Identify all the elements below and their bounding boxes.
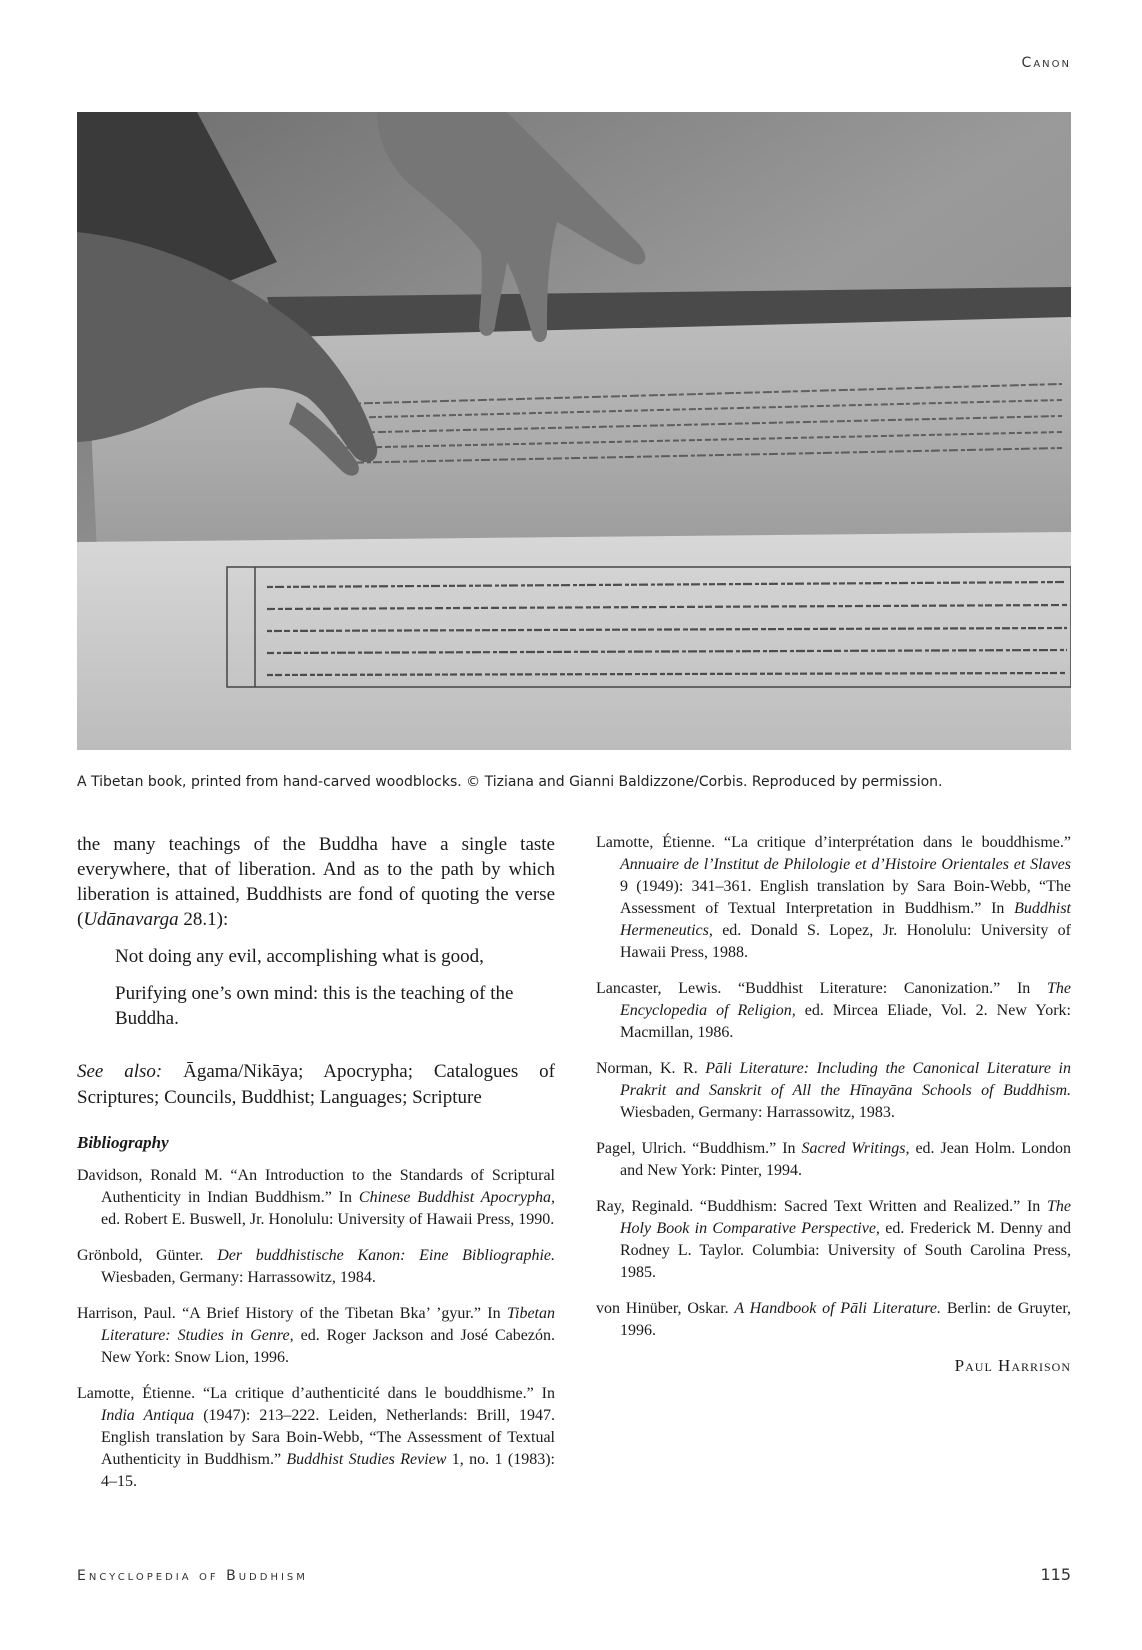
bibliography-entry: [77, 1245, 555, 1289]
left-column: [77, 832, 555, 1507]
entry-text: Davidson, Ronald M. “An Introduction to the Standards of Scriptural Authenticity in Indian Buddhism.” In: [77, 1167, 555, 1206]
entry-text: Wiesbaden, Germany: Harrassowitz, 1984.: [101, 1269, 376, 1286]
entry-title: India Antiqua: [101, 1407, 195, 1424]
entry-text: (1947): 213–222. Leiden, Netherlands: Brill, 1947. English translation by Sara Boin-Webb, “The Assessment of Textual Authenticity in Buddhism.”: [101, 1407, 555, 1468]
entry-text: 9 (1949): 341–361. English translation by Sara Boin-Webb, “The Assessment of Textual Interpretation in Buddhism.” In: [620, 878, 1071, 917]
entry-text: Pagel, Ulrich. “Buddhism.” In: [596, 1140, 802, 1157]
entry-text: 1, no. 1 (1983): 4–15.: [101, 1451, 555, 1490]
entry-text: Wiesbaden, Germany: Harrassowitz, 1983.: [620, 1104, 895, 1121]
right-column: [596, 832, 1071, 1376]
figure-caption: A Tibetan book, printed from hand-carved woodblocks. © Tiziana and Gianni Baldizzone/Corbis. Reproduced by permission.: [77, 774, 943, 790]
entry-text: ed. Donald S. Lopez, Jr. Honolulu: University of Hawaii Press, 1988.: [620, 922, 1071, 961]
paragraph-end: 28.1):: [178, 909, 229, 930]
entry-title: Buddhist Hermeneutics,: [620, 900, 1071, 939]
entry-text: ed. Mircea Eliade, Vol. 2. New York: Macmillan, 1986.: [620, 1002, 1071, 1041]
verse-line-1: Not doing any evil, accomplishing what is good,: [115, 946, 484, 967]
bibliography-entry: [77, 1303, 555, 1369]
entry-title: The Holy Book in Comparative Perspective,: [620, 1198, 1071, 1237]
bibliography-entry: [596, 1196, 1071, 1284]
tibetan-book-photo: [77, 112, 1071, 750]
entry-text: ed. Roger Jackson and José Cabezón. New York: Snow Lion, 1996.: [101, 1327, 555, 1366]
entry-text: ed. Frederick M. Denny and Rodney L. Taylor. Columbia: University of South Carolina Press, 1985.: [620, 1220, 1072, 1281]
bibliography-heading: Bibliography: [77, 1133, 169, 1152]
footer-publication: Encyclopedia of Buddhism: [77, 1568, 308, 1584]
bibliography-entry: [77, 1383, 555, 1493]
entry-title: A Handbook of Pāli Literature.: [734, 1300, 942, 1317]
entry-title: Pāli Literature: Including the Canonical Literature in Prakrit and Sanskrit of All the Hīnayāna Schools of Buddhism.: [620, 1060, 1071, 1099]
entry-text: von Hinüber, Oskar.: [596, 1300, 735, 1317]
running-head: Canon: [1021, 55, 1071, 71]
entry-text: Berlin: de Gruyter, 1996.: [620, 1300, 1072, 1339]
entry-text: Ray, Reginald. “Buddhism: Sacred Text Written and Realized.” In: [596, 1198, 1047, 1215]
page-number: 115: [1040, 1565, 1071, 1584]
entry-title: Tibetan Literature: Studies in Genre,: [101, 1305, 555, 1344]
verse-quote: [115, 944, 515, 1031]
see-also-links: Āgama/Nikāya; Apocrypha; Catalogues of Scriptures; Councils, Buddhist; Languages; Scripture: [77, 1061, 556, 1108]
bibliography-entry: [596, 1058, 1071, 1124]
bibliography-entry: [596, 1298, 1071, 1342]
paragraph-text: the many teachings of the Buddha have a single taste everywhere, that of liberation. And as to the path by which liberation is attained, Buddhists are fond of quoting the verse (: [77, 834, 555, 930]
verse-line-2: Purifying one’s own mind: this is the teaching of the Buddha.: [115, 983, 514, 1029]
entry-title: The Encyclopedia of Religion,: [620, 980, 1071, 1019]
bibliography-entry: [596, 1138, 1071, 1182]
see-also: [77, 1059, 555, 1111]
entry-text: ed. Jean Holm. London and New York: Pinter, 1994.: [620, 1140, 1072, 1179]
entry-text: ed. Robert E. Buswell, Jr. Honolulu: University of Hawaii Press, 1990.: [101, 1211, 555, 1228]
bibliography-entry: [596, 832, 1071, 964]
entry-title: Annuaire de l’Institut de Philologie et d’Histoire Orientales et Slaves: [620, 856, 1071, 873]
paragraph-cite: Udānavarga: [83, 909, 179, 930]
entry-text: Lancaster, Lewis. “Buddhist Literature: Canonization.” In: [596, 980, 1047, 997]
entry-text: Grönbold, Günter.: [77, 1247, 218, 1264]
entry-title: Buddhist Studies Review: [286, 1451, 447, 1468]
entry-text: Lamotte, Étienne. “La critique d’interprétation dans le bouddhisme.”: [596, 834, 1071, 851]
bibliography-entry: [596, 978, 1071, 1044]
entry-text: Norman, K. R.: [596, 1060, 706, 1077]
entry-text: Lamotte, Étienne. “La critique d’authenticité dans le bouddhisme.” In: [77, 1385, 555, 1402]
see-also-lead: See also:: [77, 1061, 163, 1082]
entry-title: Sacred Writings,: [801, 1140, 910, 1157]
author-signature: Paul Harrison: [954, 1356, 1071, 1375]
entry-title: Der buddhistische Kanon: Eine Bibliographie.: [217, 1247, 556, 1264]
entry-title: Chinese Buddhist Apocrypha,: [358, 1189, 555, 1206]
entry-text: Harrison, Paul. “A Brief History of the Tibetan Bka’ ’gyur.” In: [77, 1305, 507, 1322]
body-paragraph: [77, 832, 555, 932]
bibliography-entry: [77, 1165, 555, 1231]
